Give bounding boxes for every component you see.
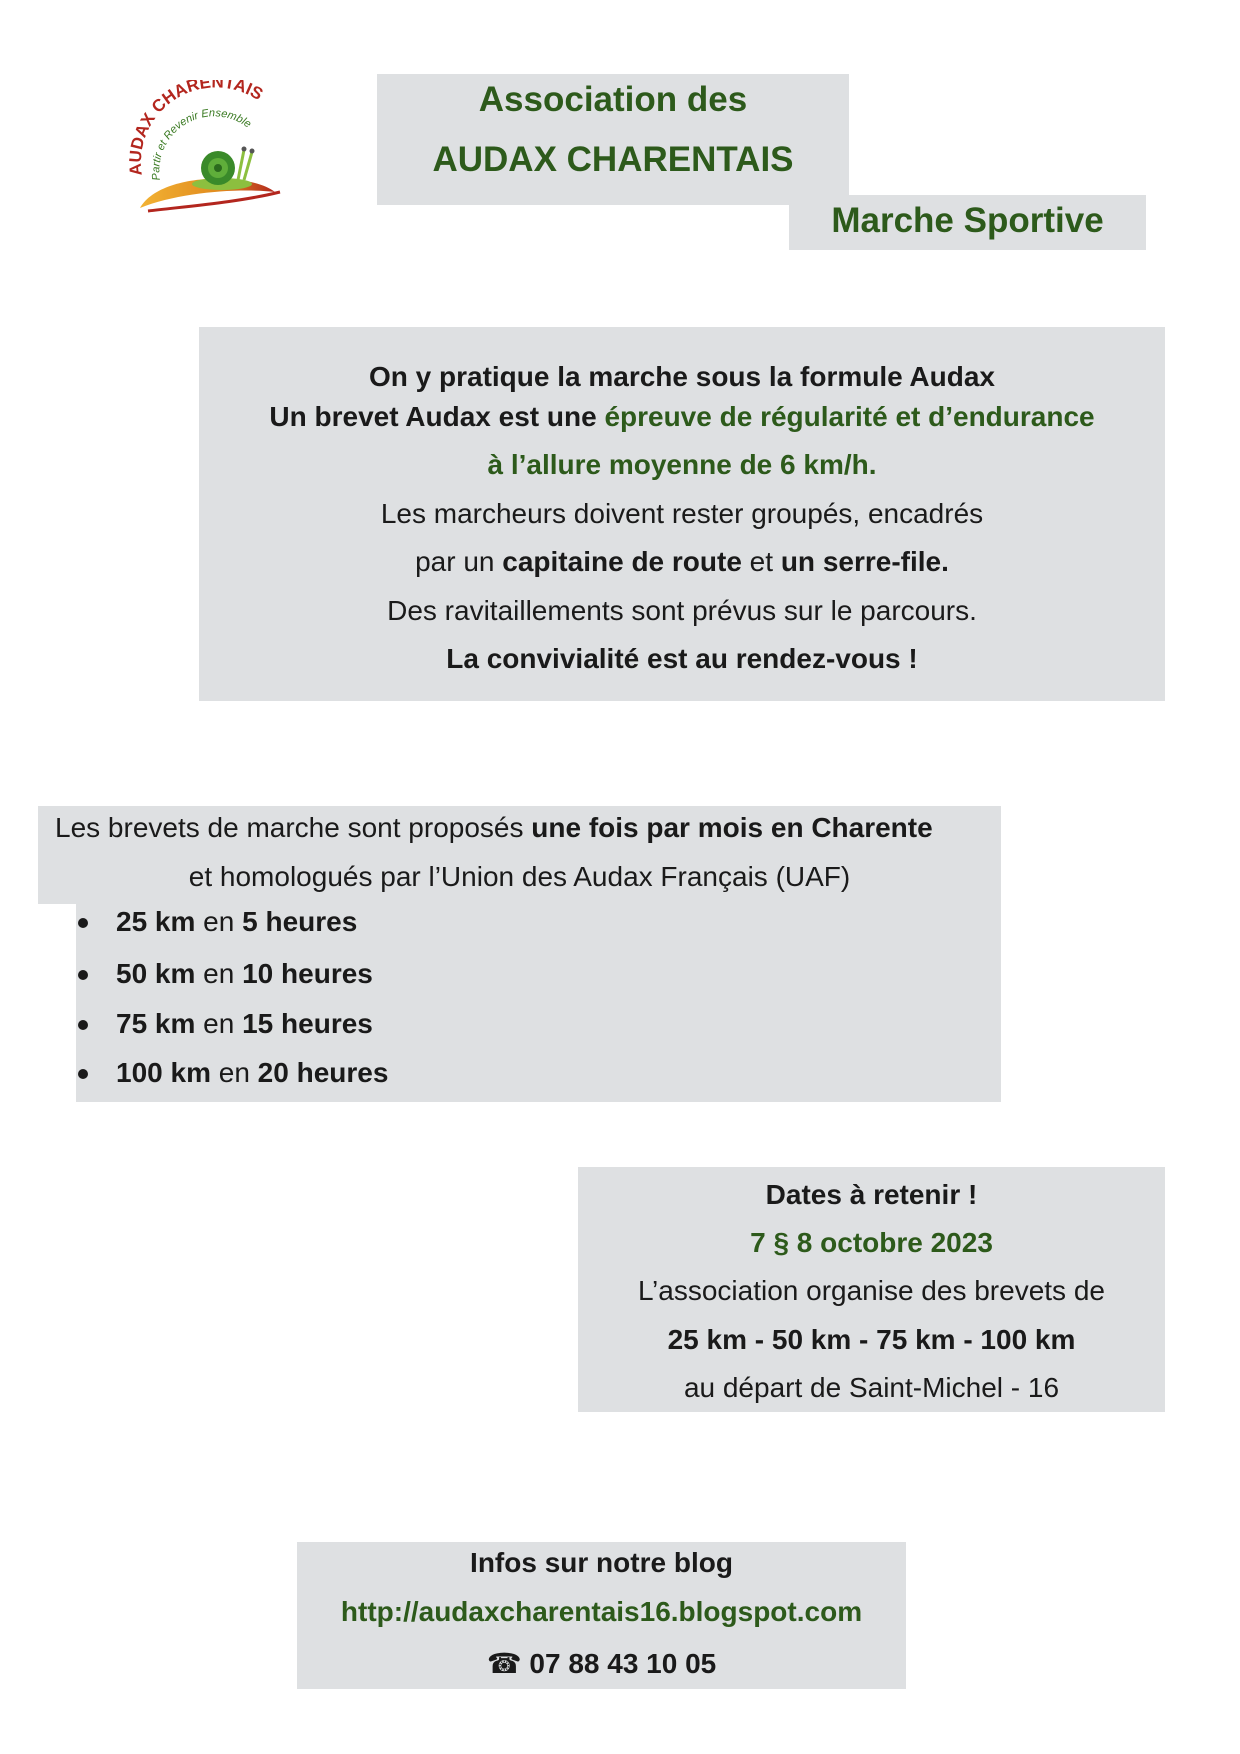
phone-icon: ☎ <box>486 1648 522 1679</box>
intro-line-5-a: par un <box>415 546 503 577</box>
brevets-line-2: et homologués par l’Union des Audax Français (UAF) <box>188 861 851 892</box>
brevets-line-1-a: Les brevets de marche sont proposés <box>55 812 532 843</box>
event-date: 7 § 8 octobre 2023 <box>750 1227 993 1258</box>
item-duration: 10 heures <box>242 958 373 989</box>
bullet-icon <box>78 918 88 928</box>
brevets-line-1-b: une fois par mois en Charente <box>531 812 933 843</box>
intro-line-5-c: et <box>741 546 781 577</box>
intro-line-5-d: un serre-file. <box>780 546 949 577</box>
list-item-text <box>116 1056 388 1090</box>
phone-number: 07 88 43 10 05 <box>529 1648 717 1679</box>
intro-box <box>199 327 1165 701</box>
item-sep: en <box>195 958 243 989</box>
intro-line-2 <box>199 400 1165 434</box>
intro-line-4: Les marcheurs doivent rester groupés, encadrés <box>380 498 984 529</box>
intro-line-1: On y pratique la marche sous la formule Audax <box>368 361 996 392</box>
item-distance: 50 km <box>116 958 196 989</box>
dates-heading: Dates à retenir ! <box>765 1179 978 1210</box>
item-sep: en <box>195 1008 243 1039</box>
bullet-icon <box>78 970 88 980</box>
item-duration: 5 heures <box>242 906 358 937</box>
logo-text-sub: Partir et Revenir Ensemble <box>150 107 254 181</box>
item-distance: 75 km <box>116 1008 196 1039</box>
dates-location: au départ de Saint-Michel - 16 <box>683 1372 1060 1403</box>
phone-line <box>297 1647 906 1681</box>
item-distance: 25 km <box>116 906 196 937</box>
intro-line-7: La convivialité est au rendez-vous ! <box>446 643 918 674</box>
bullet-icon <box>78 1069 88 1079</box>
snail-icon <box>192 147 255 191</box>
intro-line-3: à l’allure moyenne de 6 km/h. <box>487 449 877 480</box>
brevets-box-top <box>38 806 1001 904</box>
intro-line-6: Des ravitaillements sont prévus sur le parcours. <box>387 595 977 626</box>
subtitle-box <box>789 195 1146 250</box>
item-sep: en <box>195 906 243 937</box>
title-box <box>377 74 849 205</box>
brevets-line-1 <box>55 811 933 845</box>
intro-line-2-a: Un brevet Audax est une <box>269 401 605 432</box>
infos-box <box>297 1542 906 1689</box>
item-distance: 100 km <box>116 1057 211 1088</box>
intro-line-5 <box>199 545 1165 579</box>
list-item-text <box>116 957 373 991</box>
title-line-1: Association des <box>478 80 748 119</box>
item-duration: 20 heures <box>257 1057 389 1088</box>
logo-text-top: AUDAX CHARENTAIS <box>125 80 267 177</box>
list-item-text <box>116 1007 373 1041</box>
bullet-icon <box>78 1020 88 1030</box>
list-item-text <box>116 905 357 939</box>
blog-link[interactable]: http://audaxcharentais16.blogspot.com <box>340 1596 863 1627</box>
dates-box <box>578 1167 1165 1412</box>
item-duration: 15 heures <box>242 1008 373 1039</box>
title-line-2: AUDAX CHARENTAIS <box>432 140 794 179</box>
page-subtitle: Marche Sportive <box>831 201 1104 240</box>
dates-distances: 25 km - 50 km - 75 km - 100 km <box>667 1324 1076 1355</box>
dates-line-3: L’association organise des brevets de <box>638 1275 1105 1306</box>
item-sep: en <box>210 1057 258 1088</box>
intro-line-5-b: capitaine de route <box>502 546 742 577</box>
infos-heading: Infos sur notre blog <box>470 1547 733 1578</box>
logo-graphic <box>120 80 320 230</box>
audax-charentais-logo <box>120 80 320 230</box>
intro-line-2-b: épreuve de régularité et d’endurance <box>604 401 1095 432</box>
